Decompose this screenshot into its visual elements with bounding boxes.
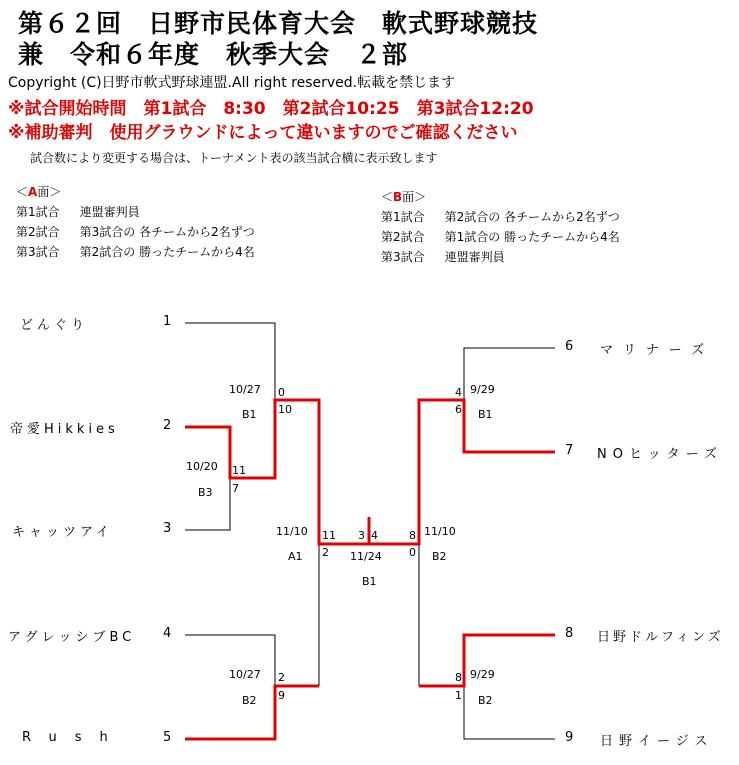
side-a-heading: ＜A面＞ bbox=[16, 185, 62, 199]
seed-right: 9 bbox=[565, 730, 578, 745]
seed-right: 6 bbox=[565, 339, 578, 354]
match-field: B2 bbox=[242, 694, 257, 707]
match-date: 10/27 bbox=[229, 668, 261, 681]
score: 4 bbox=[455, 386, 462, 399]
change-note: 試合数により変更する場合は、トーナメント表の該当試合横に表示致します bbox=[30, 151, 438, 165]
match-field: B2 bbox=[478, 694, 493, 707]
team-left: Rush bbox=[22, 730, 126, 745]
match-field: A1 bbox=[288, 550, 303, 563]
score: 7 bbox=[232, 482, 239, 495]
title-line-1: 第６２回 日野市民体育大会 軟式野球競技 bbox=[18, 9, 539, 38]
score: 0 bbox=[409, 546, 416, 559]
copyright: Copyright (C)日野市軟式野球連盟.All right reserved.転載を禁じます bbox=[8, 75, 456, 91]
score: 11 bbox=[232, 464, 246, 477]
score: 3 bbox=[358, 529, 365, 542]
seed-left: 1 bbox=[163, 314, 176, 329]
score: 1 bbox=[455, 689, 462, 702]
match-date: 10/20 bbox=[186, 460, 218, 473]
match-date: 10/27 bbox=[229, 383, 261, 396]
score: 2 bbox=[278, 671, 285, 684]
match-date: 11/10 bbox=[424, 525, 456, 538]
team-left: どんぐり bbox=[20, 318, 89, 333]
side-b-row: 第2試合 第1試合の 勝ったチームから4名 bbox=[381, 230, 620, 244]
team-left: 帝愛Hikkies bbox=[10, 422, 119, 437]
side-a-row: 第3試合 第2試合の 勝ったチームから4名 bbox=[16, 245, 255, 259]
score: 6 bbox=[455, 403, 462, 416]
start-time-notice: ※試合開始時間 第1試合 8:30 第2試合10:25 第3試合12:20 bbox=[8, 99, 534, 119]
seed-left: 3 bbox=[163, 521, 176, 536]
seed-right: 7 bbox=[565, 443, 578, 458]
match-date: 11/10 bbox=[276, 525, 308, 538]
team-right: 日野ドルフィンズ bbox=[597, 630, 724, 645]
match-field: B3 bbox=[198, 486, 213, 499]
team-right: NOヒッターズ bbox=[597, 447, 723, 462]
match-field: B1 bbox=[242, 408, 257, 421]
match-field: B2 bbox=[432, 550, 447, 563]
team-right: 日野イージス bbox=[600, 734, 714, 749]
side-a-row: 第1試合 連盟審判員 bbox=[16, 205, 140, 219]
seed-left: 2 bbox=[163, 418, 176, 433]
seed-left: 5 bbox=[163, 730, 176, 745]
score: 4 bbox=[371, 529, 378, 542]
side-b-heading: ＜B面＞ bbox=[381, 190, 427, 204]
score: 9 bbox=[278, 689, 285, 702]
match-field: B1 bbox=[362, 575, 377, 588]
match-date: 9/29 bbox=[470, 668, 495, 681]
team-right: マリナーズ bbox=[600, 343, 715, 358]
match-field: B1 bbox=[478, 408, 493, 421]
score: 0 bbox=[278, 386, 285, 399]
winner-line bbox=[369, 400, 555, 544]
seed-left: 4 bbox=[163, 626, 176, 641]
seed-right: 8 bbox=[565, 626, 578, 641]
title-line-2: 兼 令和６年度 秋季大会 ２部 bbox=[18, 40, 409, 69]
match-date: 11/24 bbox=[350, 550, 382, 563]
score: 8 bbox=[455, 671, 462, 684]
side-a-row: 第2試合 第3試合の 各チームから2名ずつ bbox=[16, 225, 255, 239]
team-left: アグレッシブBC bbox=[8, 630, 136, 645]
assistant-umpire-notice: ※補助審判 使用グラウンドによって違いますのでご確認ください bbox=[8, 123, 518, 143]
side-b-row: 第1試合 第2試合の 各チームから2名ずつ bbox=[381, 210, 620, 224]
score: 8 bbox=[409, 529, 416, 542]
side-b-row: 第3試合 連盟審判員 bbox=[381, 250, 505, 264]
team-left: キャッツアイ bbox=[12, 525, 113, 540]
match-date: 9/29 bbox=[470, 383, 495, 396]
score: 10 bbox=[278, 403, 292, 416]
score: 2 bbox=[322, 546, 329, 559]
score: 11 bbox=[322, 529, 336, 542]
